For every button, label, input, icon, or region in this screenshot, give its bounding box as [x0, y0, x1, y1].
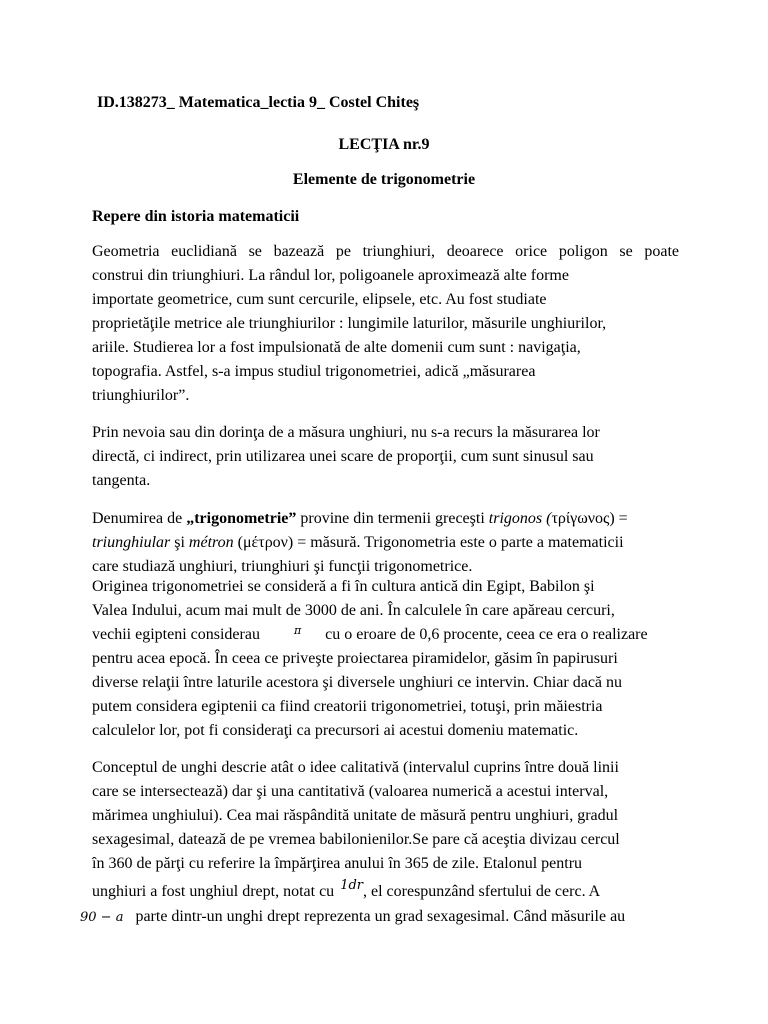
text-span: (μέτρον) = măsură. Trigonometria este o parte a matematicii [233, 534, 624, 551]
text-span: parte dintr-un unghi drept reprezenta un grad sexagesimal. Când măsurile au [135, 908, 626, 925]
paragraph-line: pentru acea epocă. În ceea ce priveşte proiectarea piramidelor, găsim în papirusuri [92, 650, 618, 667]
text-span: unghiuri a fost unghiul drept, notat cu [92, 883, 335, 900]
paragraph-line: topografia. Astfel, s-a impus studiul trigonometriei, adică „măsurarea [92, 363, 536, 380]
term-trigonometrie: „trigonometrie” [186, 510, 297, 527]
paragraph-line: ariile. Studierea lor a fost impulsionată de alte domenii cum sunt : navigaţia, [92, 339, 581, 356]
lesson-title: LECŢIA nr.9 [338, 136, 430, 153]
paragraph-line: calculelor lor, pot fi consideraţi ca precursori ai acestui domeniu matematic. [92, 722, 579, 739]
text-span: ( [542, 510, 552, 527]
paragraph-line: care studiază unghiuri, triunghiuri şi funcţii trigonometrice. [92, 558, 473, 575]
paragraph-line: Conceptul de unghi descrie atât o idee calitativă (intervalul cuprins între două linii [92, 759, 619, 776]
ninety-minus-a-formula: 90 − a [80, 910, 124, 925]
paragraph-line: diverse relaţii între laturile acestora şi diversele unghiuri ce intervin. Chiar dacă nu [92, 674, 623, 691]
document-id-header: ID.138273_ Matematica_lectia 9_ Costel Chiteş [97, 94, 420, 111]
paragraph-line: Prin nevoia sau din dorinţa de a măsura unghiuri, nu s-a recurs la măsurarea lor [92, 424, 600, 441]
paragraph-line [92, 509, 628, 529]
right-angle-formula: 1dr [340, 878, 363, 893]
paragraph-line: triunghiurilor”. [92, 387, 190, 404]
paragraph-line [80, 907, 625, 928]
term-metron: métron [188, 534, 234, 551]
text-span: provine din termenii greceşti [296, 510, 489, 527]
lesson-subtitle: Elemente de trigonometrie [292, 171, 476, 188]
text-span: şi [170, 534, 189, 551]
paragraph-line: importate geometrice, cum sunt cercurile, elipsele, etc. Au fost studiate [92, 291, 547, 308]
paragraph-line [92, 625, 648, 646]
paragraph-line: construi din triunghiuri. La rândul lor, poligoanele aproximează alte forme [92, 267, 569, 284]
greek-trigonos: τρίγωνος) = [551, 510, 628, 527]
text-span: cu o eroare de 0,6 procente, ceea ce era o realizare [325, 626, 648, 643]
paragraph-line: directă, ci indirect, prin utilizarea unei scare de proporţii, cum sunt sinusul sau [92, 448, 594, 465]
paragraph-line: proprietăţile metrice ale triunghiurilor : lungimile laturilor, măsurile unghiurilor, [92, 315, 607, 332]
paragraph-line: Originea trigonometriei se consideră a fi în cultura antică din Egipt, Babilon şi [92, 578, 595, 595]
paragraph-line [92, 878, 601, 903]
paragraph-line [92, 533, 624, 553]
paragraph-line: tangenta. [92, 472, 151, 489]
text-span: vechii egipteni considerau [92, 626, 260, 643]
paragraph-line: Valea Indului, acum mai mult de 3000 de ani. În calculele în care apăreau cercuri, [92, 602, 615, 619]
pi-formula: π [293, 624, 302, 637]
text-span: Denumirea de [92, 510, 187, 527]
paragraph-line: mărimea unghiului). Cea mai răspândită unitate de măsură pentru unghiuri, gradul [92, 807, 619, 824]
paragraph-line: sexagesimal, datează de pe vremea babilonienilor.Se pare că aceştia divizau cercul [92, 831, 620, 848]
section-heading: Repere din istoria matematicii [92, 208, 300, 225]
text-span: , el corespunzând sfertului de cerc. A [363, 883, 601, 900]
paragraph-line: Geometria euclidiană se bazează pe triunghiuri, deoarece orice poligon se poate [92, 243, 679, 260]
term-triunghiular: triunghiular [92, 534, 171, 551]
paragraph-line: putem considera egiptenii ca fiind creatorii trigonometriei, totuşi, prin măiestria [92, 698, 603, 715]
term-trigonos: trigonos [488, 510, 543, 527]
paragraph-line: care se intersectează) dar şi una cantitativă (valoarea numerică a acestui interval, [92, 783, 609, 800]
paragraph-line: în 360 de părţi cu referire la împărţirea anului în 365 de zile. Etalonul pentru [92, 855, 583, 872]
